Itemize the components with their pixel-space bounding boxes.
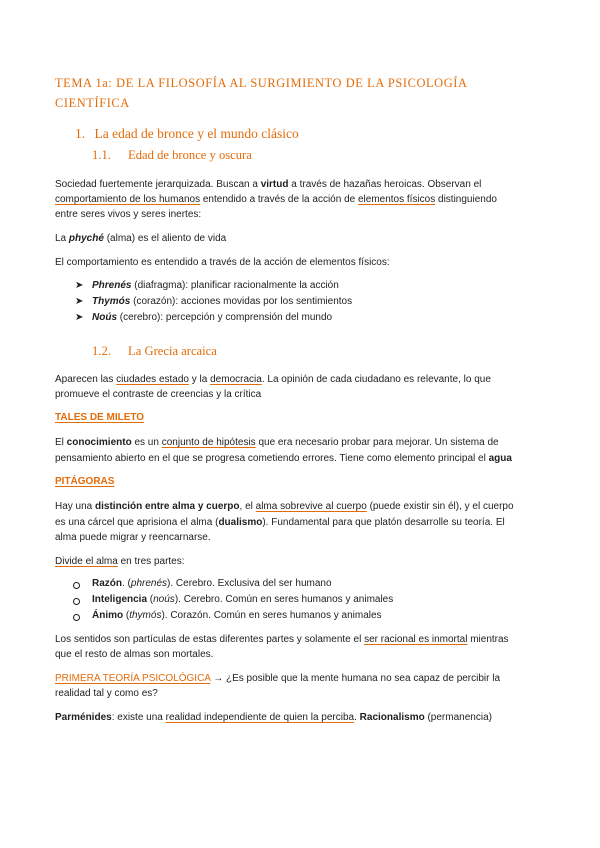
subsection-1-1-heading xyxy=(92,148,252,163)
paragraph-primera-line-1: PRIMERA TEORÍA PSICOLÓGICA → ¿Es posible que la mente humana no sea capaz de percibir la xyxy=(55,673,501,684)
paragraph-society-line-1: Sociedad fuertemente jerarquizada. Buscan a virtud a través de hazañas heroicas. Observan el xyxy=(55,179,482,190)
paragraph-society-line-2: comportamiento de los humanos entendido a través de la acción de elementos físicos distinguiendo xyxy=(55,194,497,205)
list-item: Phrenés (diafragma): planificar racionalmente la acción xyxy=(92,280,339,291)
list-item: Noús (cerebro): percepción y comprensión del mundo xyxy=(92,312,333,323)
section-1-title: La edad de bronce y el mundo clásico xyxy=(94,126,299,141)
paragraph-tales-line-1: El conocimiento es un conjunto de hipótesis que era necesario probar para mejorar. Un sistema de xyxy=(55,437,499,448)
paragraph-primera-line-2: realidad tal y como es? xyxy=(55,688,158,699)
circle-bullet-icon xyxy=(73,614,80,621)
tales-label: TALES DE MILETO xyxy=(55,412,145,423)
arrow-right-icon: → xyxy=(210,673,226,684)
paragraph-pitagoras-line-1: Hay una distinción entre alma y cuerpo, el alma sobrevive al cuerpo (puede existir sin él), y el cuerpo xyxy=(55,501,514,512)
paragraph-divide: Divide el alma en tres partes: xyxy=(55,556,185,567)
arrow-bullet-icon: ➤ xyxy=(75,296,84,307)
subsection-1-2-title: La Grecia arcaica xyxy=(128,344,217,358)
list-item: Inteligencia (noús). Cerebro. Común en seres humanos y animales xyxy=(92,594,394,605)
arrow-bullet-icon: ➤ xyxy=(75,312,84,323)
list-item: Ánimo (thymós). Corazón. Común en seres humanos y animales xyxy=(92,610,382,621)
paragraph-pitagoras-line-3: alma puede migrar y reencarnarse. xyxy=(55,532,211,543)
primera-teoria-label: PRIMERA TEORÍA PSICOLÓGICA xyxy=(55,673,211,684)
paragraph-senses-line-1: Los sentidos son partículas de estas diferentes partes y solamente el ser racional es inmortal mientras xyxy=(55,634,509,645)
subsection-1-2-heading xyxy=(92,344,217,359)
list-item: Razón. (phrenés). Cerebro. Exclusiva del ser humano xyxy=(92,578,332,589)
document-title-line-2: CIENTÍFICA xyxy=(55,96,130,110)
section-1-number: 1. xyxy=(75,126,86,141)
paragraph-society-line-3: entre seres vivos y seres inertes: xyxy=(55,209,202,220)
paragraph-tales-line-2: pensamiento abierto en el que se progresa cometiendo errores. Tiene como elemento principal el agua xyxy=(55,453,512,464)
circle-bullet-icon xyxy=(73,582,80,589)
paragraph-senses-line-2: que el resto de almas son mortales. xyxy=(55,649,214,660)
paragraph-phyche: La phyché (alma) es el aliento de vida xyxy=(55,233,227,244)
paragraph-cities-line-1: Aparecen las ciudades estado y la democracia. La opinión de cada ciudadano es relevante, lo que xyxy=(55,374,491,385)
paragraph-cities-line-2: promueve el contraste de creencias y la crítica xyxy=(55,389,262,400)
pitagoras-label: PITÁGORAS xyxy=(55,476,115,487)
subsection-1-2-number: 1.2. xyxy=(92,344,111,358)
arrow-bullet-icon: ➤ xyxy=(75,280,84,291)
document-title-line-1: TEMA 1a: DE LA FILOSOFÍA AL SURGIMIENTO DE LA PSICOLOGÍA xyxy=(55,76,468,90)
circle-bullet-icon xyxy=(73,598,80,605)
subsection-1-1-title: Edad de bronce y oscura xyxy=(128,148,252,162)
section-1-heading xyxy=(75,126,299,142)
paragraph-parmenides: Parménides: existe una realidad independiente de quien la perciba. Racionalismo (permanencia) xyxy=(55,712,492,723)
paragraph-behavior: El comportamiento es entendido a través de la acción de elementos físicos: xyxy=(55,257,390,268)
subsection-1-1-number: 1.1. xyxy=(92,148,111,162)
list-item: Thymós (corazón): acciones movidas por los sentimientos xyxy=(92,296,353,307)
paragraph-pitagoras-line-2: es una cárcel que aprisiona el alma (dualismo). Fundamental para que platón desarrolle su teoría. El xyxy=(55,517,505,528)
